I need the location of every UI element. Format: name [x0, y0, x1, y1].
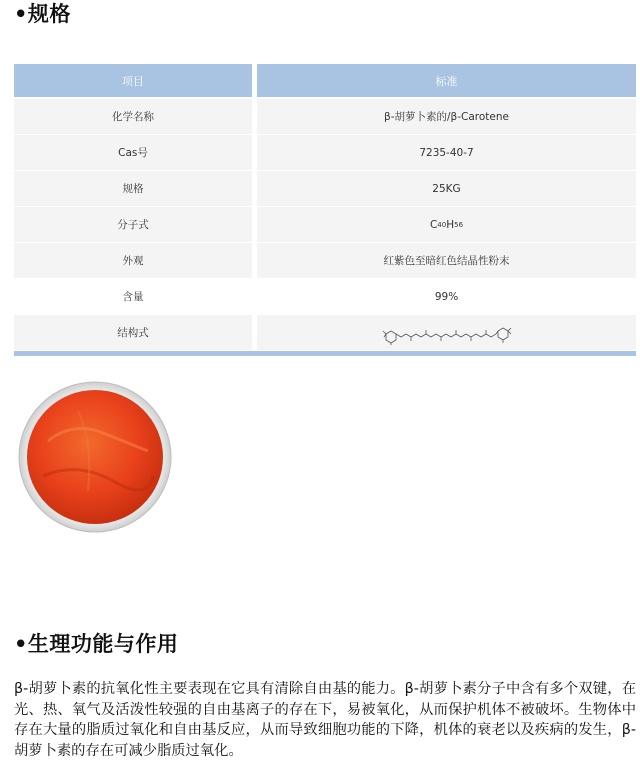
table-row [14, 315, 636, 350]
molecular-formula [257, 207, 636, 242]
row-value: β-胡萝卜素的/β-Carotene [257, 99, 636, 134]
row-label: 规格 [14, 171, 252, 206]
row-label: Cas号 [14, 135, 252, 170]
row-value: 99% [257, 279, 636, 314]
formula-c: C [429, 218, 438, 231]
table-row [14, 171, 636, 206]
product-powder-image [18, 381, 172, 533]
structure-cell [257, 315, 636, 350]
section-title-spec: •规格 [14, 2, 71, 26]
row-value: 25KG [257, 171, 636, 206]
row-value: 7235-40-7 [257, 135, 636, 170]
table-header [14, 64, 636, 97]
header-col-item: 项目 [14, 64, 252, 97]
function-paragraph: β-胡萝卜素的抗氧化性主要表现在它具有清除自由基的能力。β-胡萝卜素分子中含有多个双键，在光、热、氧气及活泼性较强的自由基离子的存在下，易被氧化，从而保护机体不被破坏。生物体中存在大量的脂质过氧化和自由基反应，从而导致细胞功能的下降，机体的衰老以及疾病的发生，β-胡萝卜素的存在可减少脂质过氧化。 [14, 681, 636, 759]
table-row [14, 135, 636, 170]
table-row [14, 99, 636, 134]
table-row [14, 279, 636, 314]
table-bottom-bar [14, 351, 636, 356]
row-label: 化学名称 [14, 99, 252, 134]
table-row [14, 243, 636, 278]
row-value: 红紫色至暗红色结晶性粉末 [257, 243, 636, 278]
row-label: 结构式 [14, 315, 252, 350]
row-label: 分子式 [14, 207, 252, 242]
header-col-standard: 标准 [257, 64, 636, 97]
structural-formula-image [382, 320, 512, 346]
formula-h-sub: 56 [454, 220, 464, 229]
row-label: 含量 [14, 279, 252, 314]
section-title-function: •生理功能与作用 [14, 632, 179, 656]
formula-c-sub: 40 [437, 220, 447, 229]
spec-table [14, 64, 636, 356]
formula-h: H [446, 218, 455, 231]
table-row [14, 207, 636, 242]
row-label: 外观 [14, 243, 252, 278]
